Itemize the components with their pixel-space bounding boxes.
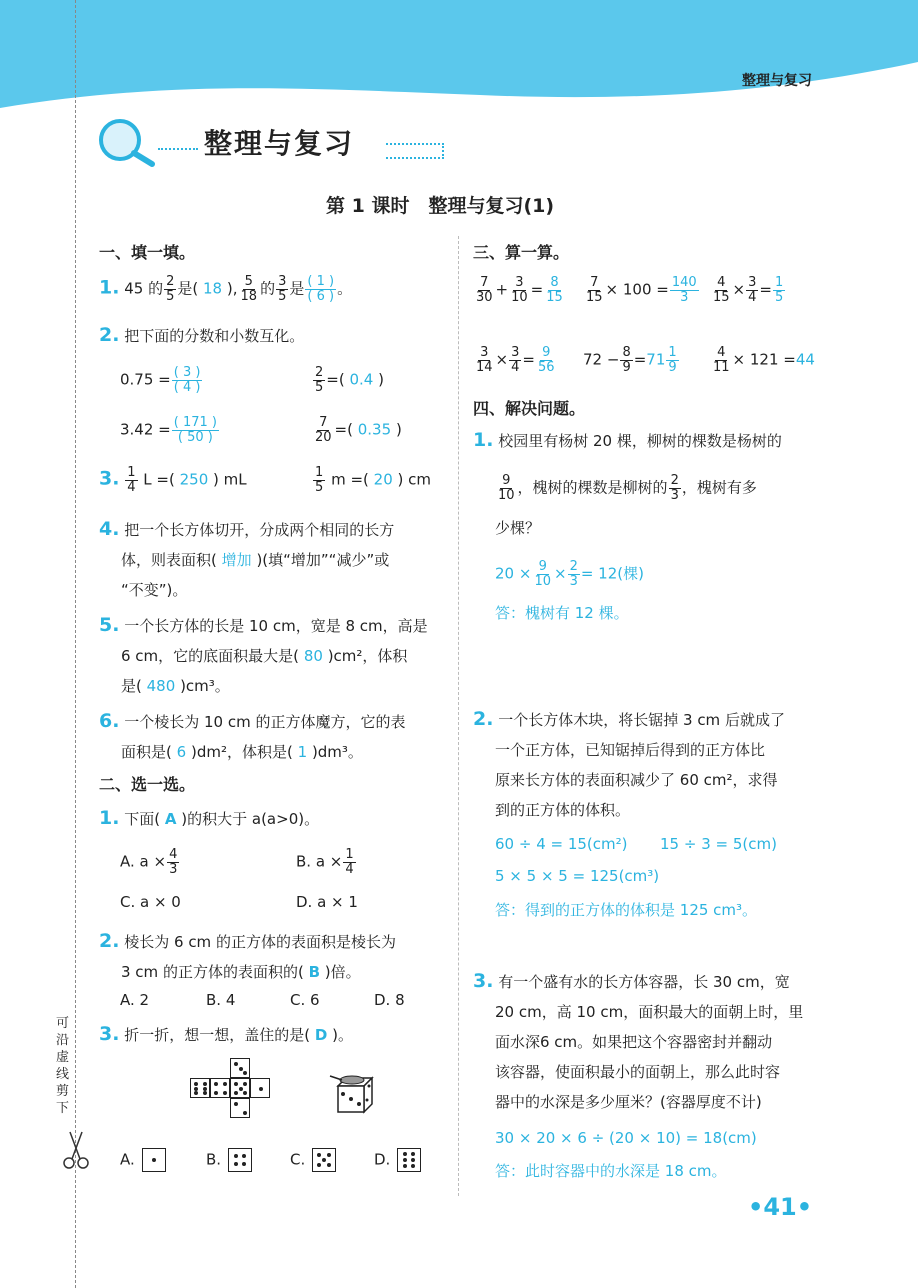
s2-q2-opt-c: C. 6 [290,991,320,1009]
fraction: $\frac{7}{15}$ [586,275,603,305]
question-number: 2. [473,708,494,730]
s2-q1-optC: C. a × 0 [120,893,181,911]
text: 3.42 = [120,420,171,439]
text: × 100 = [605,280,669,299]
question-number: 2. [99,324,120,346]
text: 45 的 [124,279,164,298]
text: A. a × [120,852,167,871]
answer: 6 [176,743,187,761]
text: 下面( [124,810,161,828]
header-wave [0,0,918,110]
covered-cube [326,1072,376,1122]
s2-q2-opt-b: B. 4 [206,991,236,1009]
fraction: $\frac{2}{3}$ [670,473,679,503]
fraction: $\frac{2}{5}$ [166,274,175,304]
fraction: $\frac{9}{10}$ [534,559,551,589]
magnifier-icon [96,116,158,168]
net-face [190,1078,210,1098]
text: = 12(棵) [580,564,644,583]
s4-q2-sol2: 15 ÷ 3 = 5(cm) [660,835,777,853]
question-number: 1. [99,807,120,829]
calc-5 [583,346,680,374]
answer: B [308,963,321,981]
text: 6 cm，它的底面积最大是( [121,647,300,665]
calc-1 [473,276,566,304]
calc-2 [583,276,700,304]
text: 72 − [583,350,620,369]
s4-q1-l2 [495,474,757,502]
fraction: $\frac{7}{30}$ [476,275,493,305]
s1-q2-r2a [120,416,220,444]
s4-q2-sol1: 60 ÷ 4 = 15(cm²) [495,835,628,853]
text: = [522,350,535,369]
banner-dots-left [158,148,198,150]
text: 一个棱长为 10 cm 的正方体魔方，它的表 [124,713,406,731]
s2-q1 [99,808,319,829]
question-number: 6. [99,710,120,732]
bullet: • [796,1193,813,1221]
text: 面水深6 cm。如果把这个容器密封并翻动 [495,1033,773,1051]
fraction: $\frac{2}{3}$ [569,559,578,589]
answer: 71 [646,350,666,369]
text: 是( [177,279,199,298]
page-number-text: 41 [763,1193,797,1221]
fraction: $\frac{5}{18}$ [240,274,258,304]
text: A. [120,1150,135,1169]
text: 3 cm 的正方体的表面积的( [121,963,304,981]
text: ), [226,279,238,298]
s2-q1-optB [296,848,357,876]
s1-q6 [99,706,406,767]
text: 是( [121,677,142,695]
s4-q2 [473,704,785,825]
s4-q1 [473,430,782,451]
text: 一个正方体，已知锯掉后得到的正方体比 [495,741,766,759]
text: =( [334,420,353,439]
answer-fraction: $\frac{1}{9}$ [668,345,677,375]
s1-q2-r1b [312,366,384,394]
s1-q4 [99,514,394,605]
text: B. a × [296,852,343,871]
s2-q2 [99,926,396,987]
text: 原来长方体的表面积减少了 60 cm²，求得 [495,771,778,789]
answer: 增加 [221,551,252,569]
text: 有一个盛有水的长方体容器，长 30 cm，宽 [498,973,790,991]
text: ，槐树有多 [681,478,757,497]
fraction: $\frac{3}{5}$ [278,274,287,304]
question-number: 4. [99,518,120,540]
s4-q1-l3: 少棵？ [495,519,541,537]
answer: 250 [179,470,209,489]
dice-opt-a [120,1148,166,1172]
cut-line [75,0,76,1288]
answer-fraction: $\frac{( 1 )}{( 6 )}$ [307,274,335,304]
s2-q1-optD: D. a × 1 [296,893,358,911]
s1-q2 [99,325,304,346]
answer: 20 [373,470,393,489]
s2-q2-opt-a: A. 2 [120,991,150,1009]
text: × 121 = [732,350,796,369]
s2-q2-opt-d: D. 8 [374,991,405,1009]
text: 折一折，想一想，盖住的是( [124,1026,311,1044]
s4-q3-solution: 30 × 20 × 6 ÷ (20 × 10) = 18(cm) [495,1129,757,1147]
s2-heading: 二、选一选。 [99,775,196,794]
dice-opt-d [374,1148,421,1172]
scissors-icon [62,1130,90,1170]
calc-4 [473,346,558,374]
text: ) mL [213,470,247,489]
text: 一个长方体木块，将长锯掉 3 cm 后就成了 [498,711,785,729]
text: = [530,280,544,299]
fraction: $\frac{1}{4}$ [345,847,354,877]
text: = [759,280,772,299]
net-face [230,1098,250,1118]
fraction: $\frac{4}{11}$ [713,345,730,375]
page-number [748,1193,812,1221]
answer: 1 [297,743,308,761]
text: )dm²，体积是( [190,743,293,761]
fraction: $\frac{7}{20}$ [315,415,332,445]
text: 到的正方体的体积。 [495,801,631,819]
s1-q3-b [312,466,431,494]
fraction: $\frac{8}{9}$ [622,345,631,375]
answer: 80 [303,647,323,665]
s3-heading: 三、算一算。 [473,243,570,262]
text: )(填“增加”“减少”或 [256,551,390,569]
text: 把下面的分数和小数互化。 [124,327,305,345]
text: 该容器，使面积最小的面朝上，那么此时容 [495,1063,781,1081]
text: )cm²，体积 [327,647,408,665]
calc-6 [710,346,815,374]
text: )的积大于 a(a>0)。 [181,810,320,828]
fraction: $\frac{1}{5}$ [315,465,324,495]
s1-q2-r1a [120,366,203,394]
net-face [230,1078,250,1098]
s1-q2-r2b [312,416,402,444]
s4-q2-answer: 答：得到的正方体的体积是 125 cm³。 [495,901,758,919]
dice-six-icon [397,1148,421,1172]
answer: 480 [146,677,176,695]
text: )cm³。 [180,677,230,695]
dice-four-icon [228,1148,252,1172]
s4-q1-answer: 答：槐树有 12 棵。 [495,604,629,622]
question-number: 2. [99,930,120,952]
s4-q3-answer: 答：此时容器中的水深是 18 cm。 [495,1162,727,1180]
s1-q1 [99,275,352,303]
s4-heading: 四、解决问题。 [473,399,586,418]
dice-opt-b [206,1148,252,1172]
net-face [230,1058,250,1078]
text: 体，则表面积( [121,551,217,569]
text: 20 cm，高 10 cm，面积最大的面朝上时，里 [495,1003,804,1021]
answer: 18 [203,279,223,298]
fraction: $\frac{2}{5}$ [315,365,324,395]
s4-q1-solution [495,560,644,588]
text: 0.75 = [120,370,171,389]
s4-q3 [473,966,803,1117]
text: B. [206,1150,222,1169]
dice-five-icon [312,1148,336,1172]
fraction: $\frac{9}{10}$ [498,473,515,503]
text: ) [395,420,402,439]
text: m =( [331,470,369,489]
text: 棱长为 6 cm 的正方体的表面积是棱长为 [124,933,396,951]
banner-dots-right [386,143,444,159]
text: ) cm [397,470,432,489]
text: × [495,350,509,369]
text: 面积是( [121,743,172,761]
dice-one-icon [142,1148,166,1172]
text: C. [290,1150,306,1169]
text: )。 [332,1026,353,1044]
text: L =( [143,470,175,489]
text: 校园里有杨树 20 棵，柳树的棵数是杨树的 [498,432,782,450]
fraction: $\frac{3}{4}$ [511,345,520,375]
fraction: $\frac{3}{4}$ [748,275,757,305]
answer: A [164,810,177,828]
text: 一个长方体的长是 10 cm，宽是 8 cm，高是 [124,617,428,635]
text: × [732,280,746,299]
cut-hint: 可沿虚线剪下 [56,1016,70,1116]
text: + [495,280,509,299]
s2-q3 [99,1024,353,1045]
header-title: 整理与复习 [742,73,812,89]
s1-q5 [99,610,428,701]
question-number: 3. [473,970,494,992]
question-number: 3. [99,1023,120,1045]
s4-q2-sol3: 5 × 5 × 5 = 125(cm³) [495,867,660,885]
text: 把一个长方体切开，分成两个相同的长方 [124,521,395,539]
answer: 0.4 [349,370,374,389]
answer-fraction: $\frac{9}{56}$ [537,345,555,375]
column-divider [458,236,459,1196]
answer-fraction: $\frac{140}{3}$ [671,275,697,305]
text: 20 × [495,564,532,583]
bullet: • [748,1193,764,1221]
answer: 44 [795,350,815,369]
text: D. [374,1150,391,1169]
answer-fraction: $\frac{( 171 )}{( 50 )}$ [173,415,217,445]
text: = [633,350,647,369]
text: ，槐树的棵数是柳树的 [517,478,668,497]
text: =( [326,370,345,389]
question-number: 3. [99,467,120,490]
text: “不变”)。 [121,581,188,599]
text: 器中的水深是多少厘米？(容器厚度不计) [495,1093,762,1111]
text: × [553,564,567,583]
fraction: $\frac{4}{15}$ [713,275,730,305]
lesson-title: 第 1 课时 整理与复习(1) [326,195,555,217]
calc-3 [710,276,786,304]
s1-heading: 一、填一填。 [99,243,196,262]
fraction: $\frac{3}{14}$ [476,345,493,375]
text: 。 [337,279,353,298]
question-number: 1. [473,429,494,451]
answer-fraction: $\frac{8}{15}$ [546,275,563,305]
question-number: 5. [99,614,120,636]
fraction: $\frac{1}{4}$ [127,465,136,495]
answer: 0.35 [357,420,392,439]
s1-q3 [99,466,247,494]
dice-opt-c [290,1148,336,1172]
s2-q1-optA [120,848,180,876]
cube-net [190,1058,270,1138]
text: )dm³。 [311,743,363,761]
net-face [210,1078,230,1098]
banner-title: 整理与复习 [204,127,355,160]
answer-fraction: $\frac{1}{5}$ [774,275,784,305]
fraction: $\frac{4}{3}$ [169,847,178,877]
text: 的 [260,279,276,298]
fraction: $\frac{3}{10}$ [511,275,528,305]
answer: D [314,1026,328,1044]
net-face [250,1078,270,1098]
text: 是 [289,279,305,298]
text: )倍。 [324,963,361,981]
text: ) [378,370,384,389]
answer-fraction: $\frac{( 3 )}{( 4 )}$ [173,365,201,395]
question-number: 1. [99,276,120,299]
